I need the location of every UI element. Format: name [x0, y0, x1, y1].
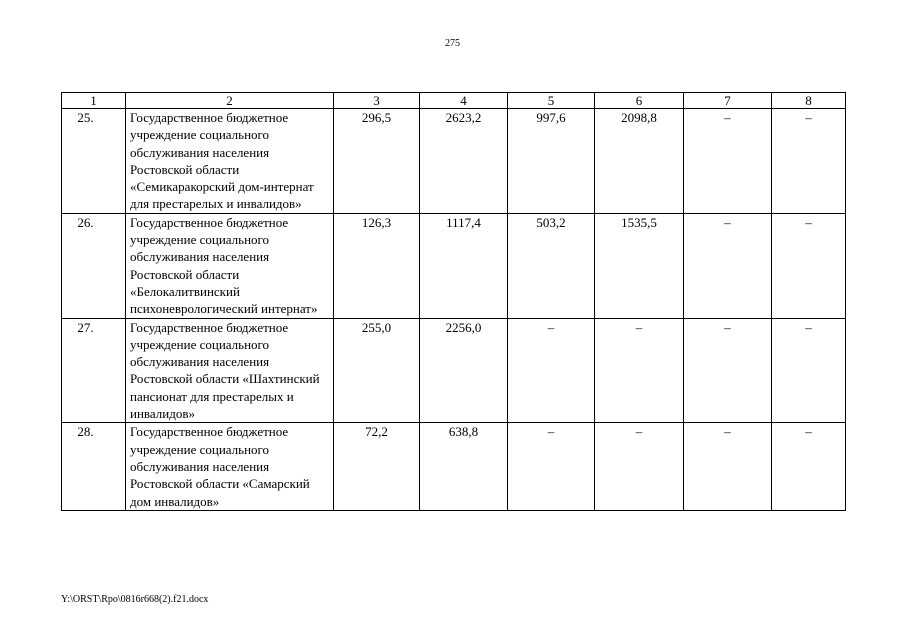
header-cell: 1 — [62, 93, 126, 109]
page-number: 275 — [445, 38, 460, 49]
institution-name: Государственное бюджетное учреждение социального обслуживания населения Ростовской области «Белокалитвинский психоневрологический интернат» — [126, 213, 334, 318]
header-cell: 7 — [684, 93, 772, 109]
footer-file-path: Y:\ORST\Rpo\0816r668(2).f21.docx — [61, 594, 209, 605]
institution-name: Государственное бюджетное учреждение социального обслуживания населения Ростовской области «Самарский дом инвалидов» — [126, 423, 334, 510]
table-row — [62, 423, 846, 510]
value-col-6: 2098,8 — [595, 109, 684, 214]
value-col-8: – — [772, 423, 846, 510]
header-cell: 4 — [420, 93, 508, 109]
table-header-row — [62, 93, 846, 109]
value-col-7: – — [684, 109, 772, 214]
header-cell: 8 — [772, 93, 846, 109]
value-col-8: – — [772, 109, 846, 214]
row-number: 28. — [62, 423, 126, 510]
row-number: 26. — [62, 213, 126, 318]
value-col-5: 503,2 — [508, 213, 595, 318]
table-row — [62, 213, 846, 318]
value-col-3: 296,5 — [334, 109, 420, 214]
header-cell: 2 — [126, 93, 334, 109]
value-col-6: – — [595, 423, 684, 510]
header-cell: 5 — [508, 93, 595, 109]
value-col-4: 2623,2 — [420, 109, 508, 214]
table-row — [62, 109, 846, 214]
value-col-7: – — [684, 213, 772, 318]
value-col-5: 997,6 — [508, 109, 595, 214]
value-col-4: 1117,4 — [420, 213, 508, 318]
value-col-4: 638,8 — [420, 423, 508, 510]
value-col-6: – — [595, 318, 684, 423]
value-col-6: 1535,5 — [595, 213, 684, 318]
header-cell: 6 — [595, 93, 684, 109]
value-col-4: 2256,0 — [420, 318, 508, 423]
value-col-3: 255,0 — [334, 318, 420, 423]
value-col-5: – — [508, 318, 595, 423]
institution-name: Государственное бюджетное учреждение социального обслуживания населения Ростовской области «Семикаракорский дом-интернат для престарелых и инвалидов» — [126, 109, 334, 214]
value-col-3: 72,2 — [334, 423, 420, 510]
value-col-8: – — [772, 213, 846, 318]
row-number: 25. — [62, 109, 126, 214]
value-col-3: 126,3 — [334, 213, 420, 318]
value-col-7: – — [684, 318, 772, 423]
value-col-8: – — [772, 318, 846, 423]
header-cell: 3 — [334, 93, 420, 109]
institution-name: Государственное бюджетное учреждение социального обслуживания населения Ростовской области «Шахтинский пансионат для престарелых и инвалидов» — [126, 318, 334, 423]
table-row — [62, 318, 846, 423]
value-col-5: – — [508, 423, 595, 510]
row-number: 27. — [62, 318, 126, 423]
value-col-7: – — [684, 423, 772, 510]
data-table — [61, 92, 846, 511]
